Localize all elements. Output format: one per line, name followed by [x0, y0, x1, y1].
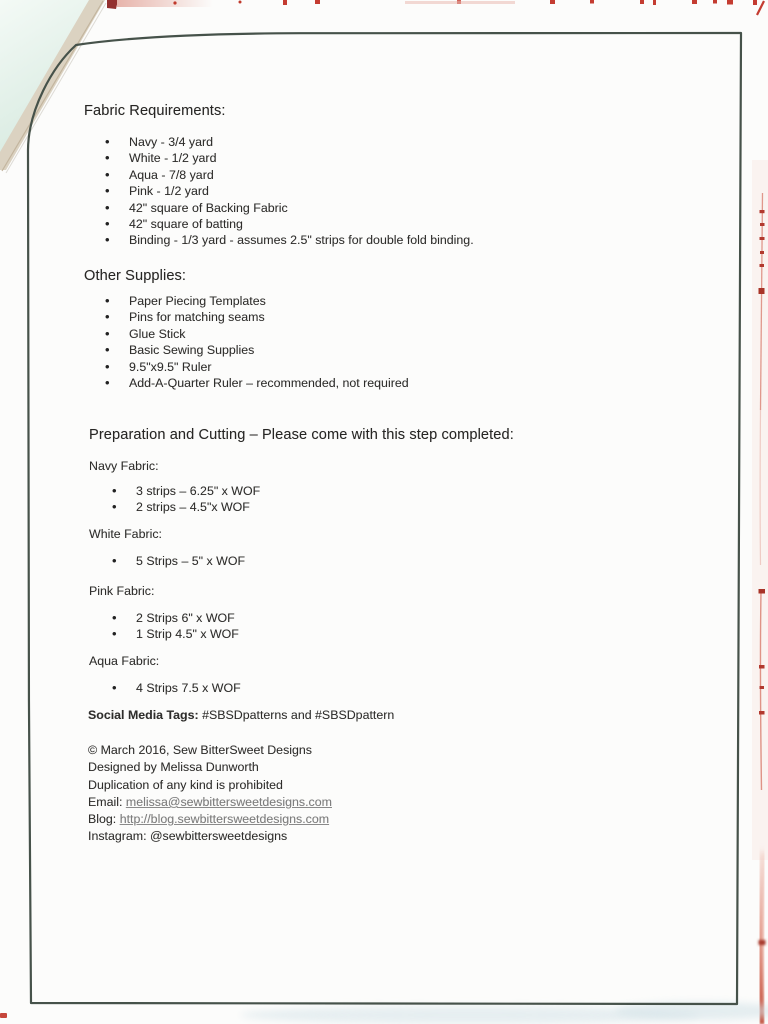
list-item: • Navy - 3/4 yard [104, 134, 474, 150]
pink-cutting-list [111, 610, 239, 643]
duplication-line: Duplication of any kind is prohibited [88, 777, 283, 792]
fabric-group-label-aqua: Aqua Fabric: [89, 654, 160, 668]
social-media-tags-label: Social Media Tags: [88, 708, 199, 722]
fabric-group-label-white: White Fabric: [89, 527, 162, 541]
email-link: melissa@sewbittersweetdesigns.com [125, 794, 332, 809]
heading-fabric-requirements: Fabric Requirements: [84, 103, 226, 119]
blog-label: Blog: [88, 812, 120, 827]
social-media-tags-line [88, 708, 394, 722]
list-item: • Pins for matching seams [104, 309, 409, 325]
list-item: • 42" square of Backing Fabric [104, 200, 474, 216]
footer-block [88, 742, 332, 846]
fabric-group-label-pink: Pink Fabric: [89, 584, 155, 598]
blog-line [88, 811, 332, 828]
list-item: • Basic Sewing Supplies [104, 342, 409, 358]
social-media-tags-text: #SBSDpatterns and #SBSDpattern [198, 708, 395, 722]
list-item: • 42" square of batting [104, 216, 474, 232]
aqua-cutting-list [111, 680, 241, 696]
instagram-line: Instagram: @sewbittersweetdesigns [88, 829, 288, 844]
fabric-requirements-list [104, 134, 474, 249]
list-item: • White - 1/2 yard [104, 150, 474, 166]
list-item: • 2 strips – 4.5"x WOF [111, 499, 260, 515]
list-item: • Add-A-Quarter Ruler – recommended, not required [104, 375, 409, 391]
list-item: • 4 Strips 7.5 x WOF [111, 680, 241, 696]
email-label: Email: [88, 794, 126, 809]
white-cutting-list [111, 553, 245, 569]
navy-cutting-list [111, 483, 260, 516]
designer-line: Designed by Melissa Dunworth [88, 760, 259, 775]
list-item: • 3 strips – 6.25" x WOF [111, 483, 260, 499]
list-item: • Pink - 1/2 yard [104, 183, 474, 199]
list-item: • 1 Strip 4.5" x WOF [111, 626, 239, 642]
heading-other-supplies: Other Supplies: [84, 268, 187, 284]
copyright-line: © March 2016, Sew BitterSweet Designs [88, 743, 312, 757]
email-line [88, 794, 332, 811]
list-item: • Glue Stick [104, 326, 409, 342]
list-item: • Paper Piecing Templates [104, 293, 409, 309]
list-item: • 2 Strips 6" x WOF [111, 610, 239, 626]
heading-preparation-and-cutting: Preparation and Cutting – Please come with this step completed: [89, 427, 514, 443]
blog-link: http://blog.sewbittersweetdesigns.com [119, 812, 330, 827]
other-supplies-list [104, 293, 409, 391]
fabric-group-label-navy: Navy Fabric: [89, 459, 159, 473]
list-item: • 5 Strips – 5" x WOF [111, 553, 245, 569]
list-item: • Aqua - 7/8 yard [104, 167, 474, 183]
list-item: • 9.5"x9.5" Ruler [104, 359, 409, 375]
list-item: • Binding - 1/3 yard - assumes 2.5" strips for double fold binding. [104, 232, 474, 248]
